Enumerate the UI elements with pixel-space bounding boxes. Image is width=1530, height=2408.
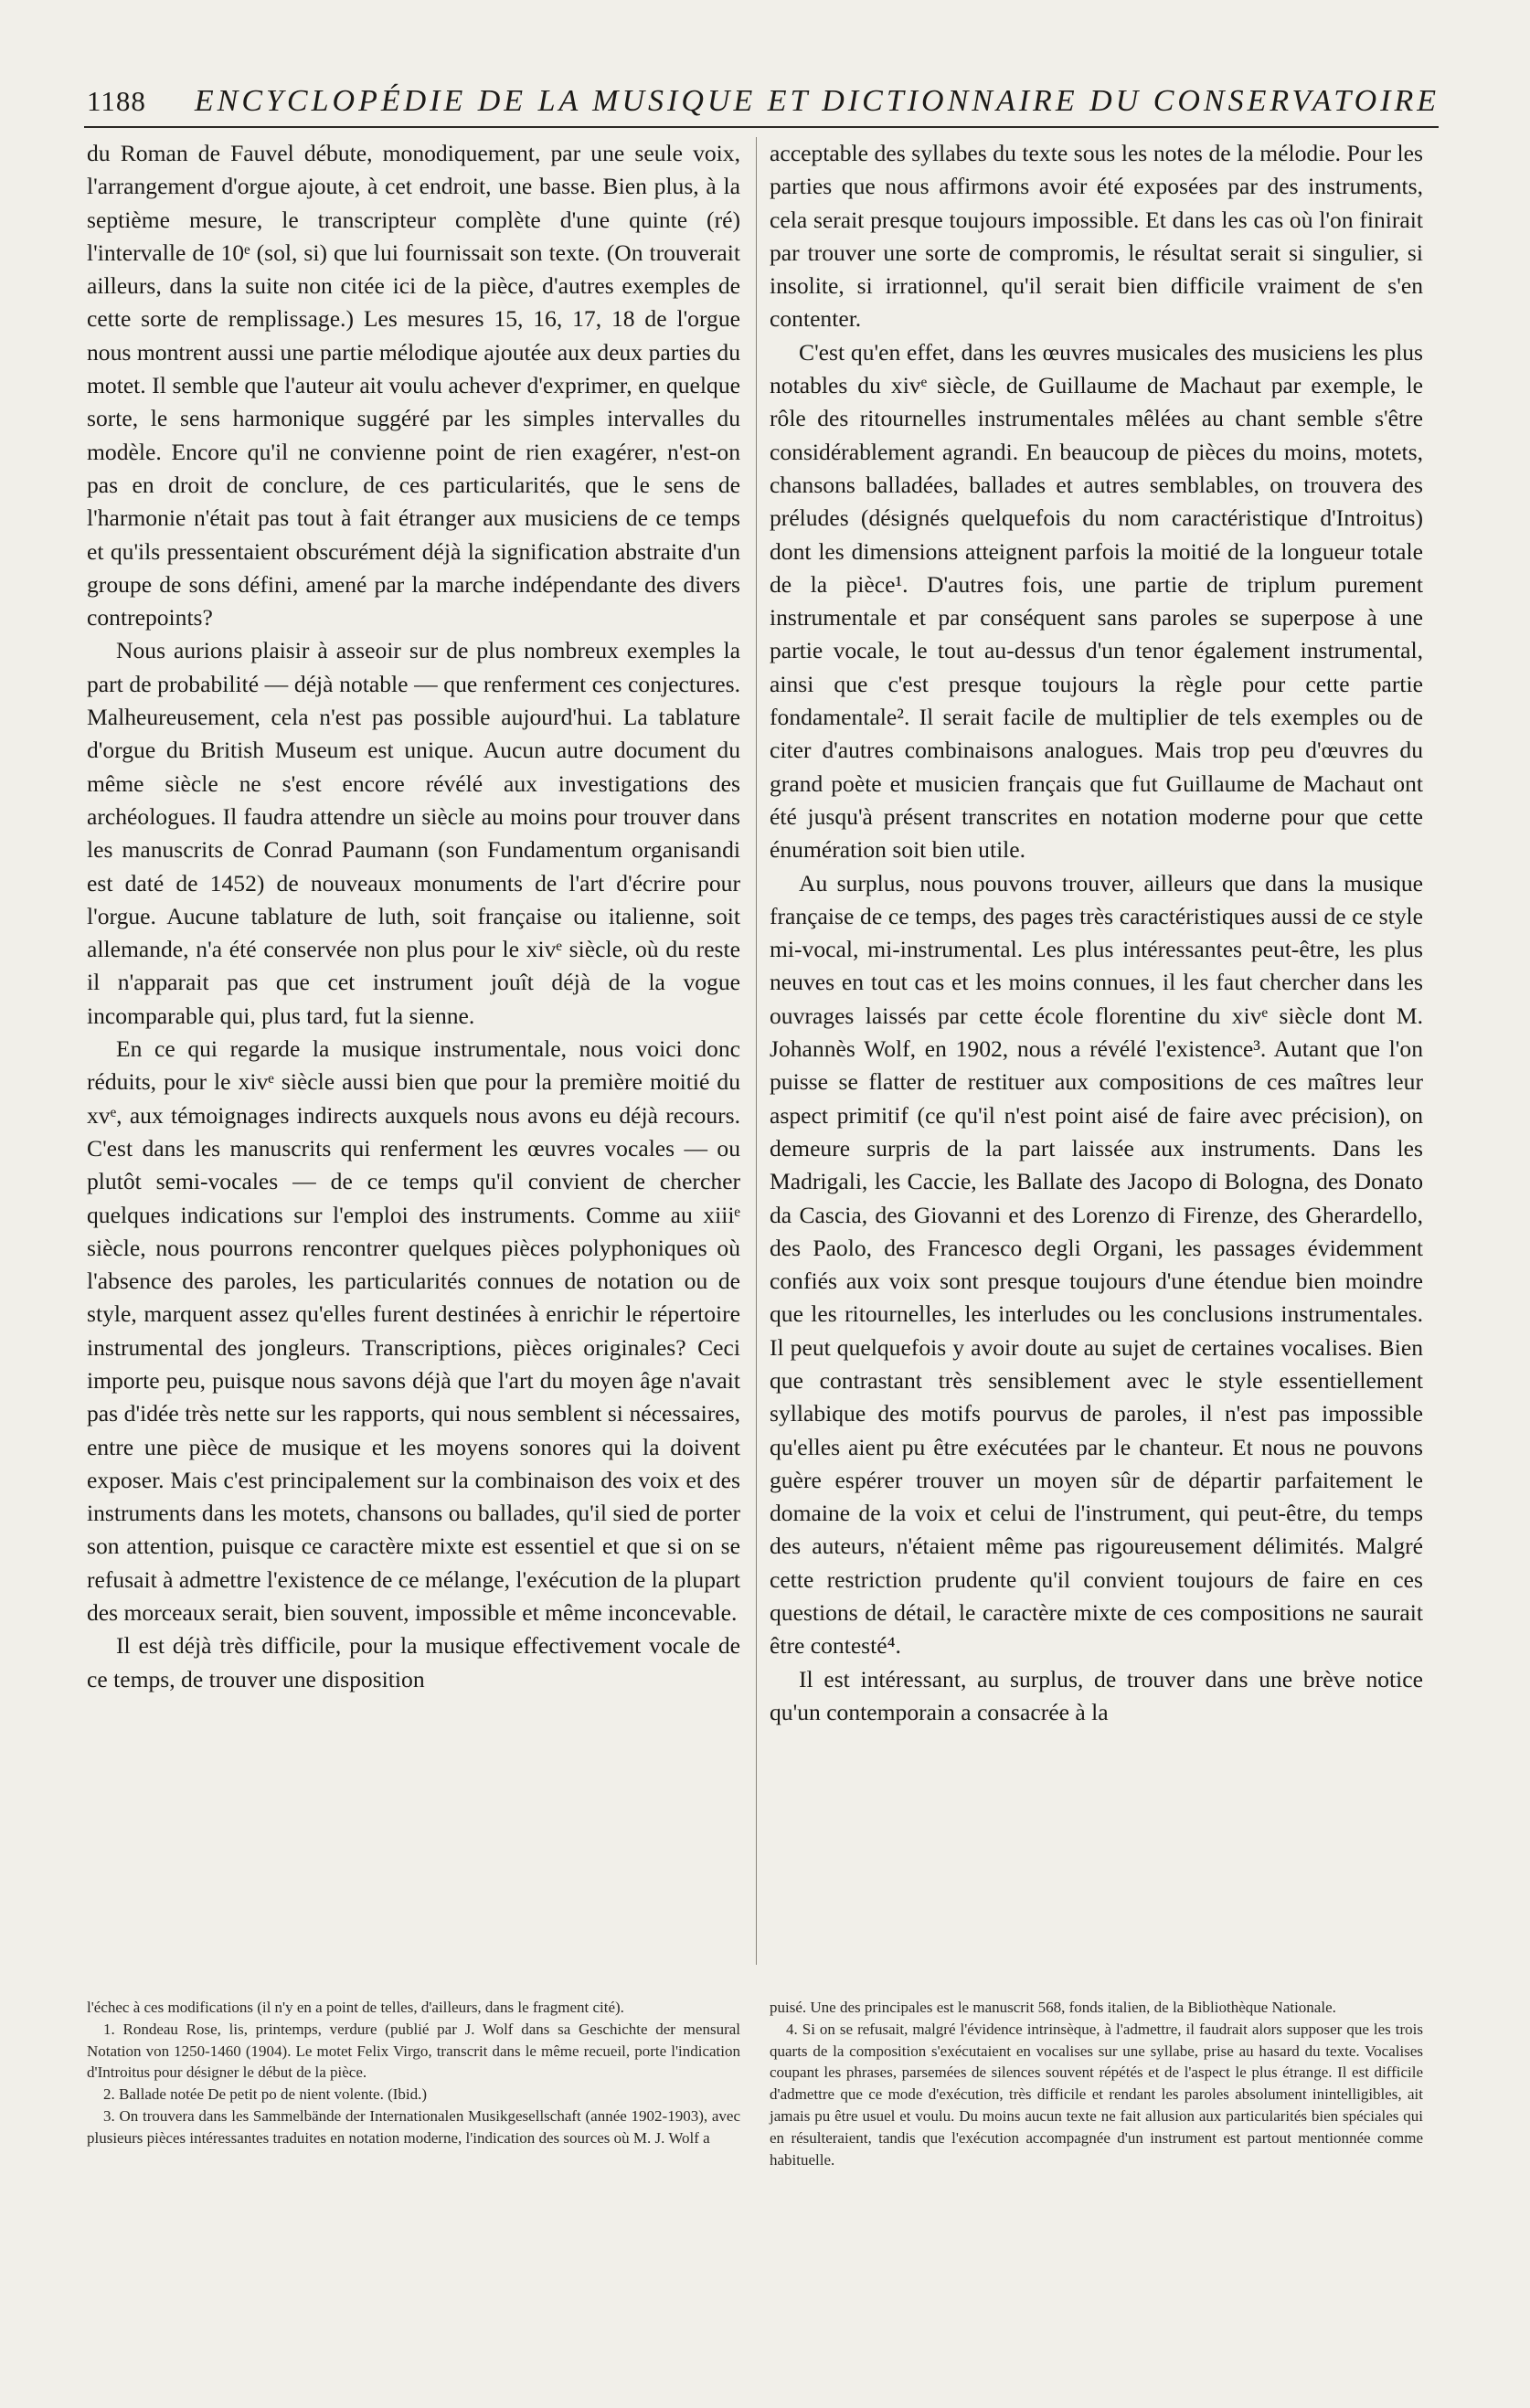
footnote: 1. Rondeau Rose, lis, printemps, verdure (publié par J. Wolf dans sa Geschichte der mensural Notation von 1250-1460 (1904). Le motet Felix Virgo, transcrit dans le même recueil, porte l'indication d'Introitus pour désigner le début de la pièce.: [87, 2020, 740, 2082]
paragraph: du Roman de Fauvel débute, monodiquement, par une seule voix, l'arrangement d'orgue ajoute, à cet endroit, une basse. Bien plus, à la septième mesure, le transcripteur complète d'une quinte (ré) l'intervalle de 10ᵉ (sol, si) que lui fournissait son texte. (On trouverait ailleurs, dans la suite non citée ici de la pièce, d'autres exemples de cette sorte de remplissage.) Les mesures 15, 16, 17, 18 de l'orgue nous montrent aussi une partie mélodique ajoutée aux deux parties du motet. Il semble que l'auteur ait voulu achever d'exprimer, en quelque sorte, le sens harmonique suggéré par les simples intervalles du modèle. Encore qu'il ne convienne point de rien exagérer, n'est-on pas en droit de conclure, de ces particularités, que le sens de l'harmonie n'était pas tout à fait étranger aux musiciens de ce temps et qu'ils pressentaient obscurément déjà la signification abstraite d'un groupe de sons défini, amené par la marche indépendante des divers contrepoints?: [87, 140, 740, 631]
paragraph: En ce qui regarde la musique instrumentale, nous voici donc réduits, pour le xivᵉ siècle aussi bien que pour la première moitié du xvᵉ, aux témoignages indirects auxquels nous avons eu déjà recours. C'est dans les manuscrits qui renferment les œuvres vocales — ou plutôt semi-vocales — de ce temps qu'il convient de chercher quelques indications sur l'emploi des instruments. Comme au xiiiᵉ siècle, nous pourrons rencontrer quelques pièces polyphoniques où l'absence des paroles, les particularités connues de notation ou de style, marquent assez qu'elles furent destinées à enrichir le répertoire instrumental des jongleurs. Transcriptions, pièces originales? Ceci importe peu, puisque nous savons déjà que l'art du moyen âge n'avait pas d'idée très nette sur les rapports, qui nous semblent si nécessaires, entre une pièce de musique et les moyens sonores qui la doivent exposer. Mais c'est principalement sur la combinaison des voix et des instruments dans les motets, chansons ou ballades, qu'il sied de porter son attention, puisque ce caractère mixte est essentiel et que si on se refusait à admettre l'existence de ce mélange, l'exécution de la plupart des morceaux serait, bien souvent, impossible et même inconcevable.: [87, 1035, 740, 1627]
footnote: puisé. Une des principales est le manuscrit 568, fonds italien, de la Bibliothèque Nationale.: [770, 1999, 1336, 2016]
header-rule: [84, 126, 1439, 128]
page-number: 1188: [87, 85, 146, 117]
paragraph: Il est déjà très difficile, pour la musique effectivement vocale de ce temps, de trouver une disposition: [87, 1632, 740, 1692]
running-header: [87, 84, 1440, 126]
footnotes-right: [770, 1997, 1423, 2170]
footnote: l'échec à ces modifications (il n'y en a point de telles, d'ailleurs, dans le fragment cité).: [87, 1999, 624, 2016]
footnote: 2. Ballade notée De petit po de nient volente. (Ibid.): [103, 2085, 428, 2104]
paragraph: C'est qu'en effet, dans les œuvres musicales des musiciens les plus notables du xivᵉ siècle, de Guillaume de Machaut par exemple, le rôle des ritournelles instrumentales mêlées au chant semble s'être considérablement agrandi. En beaucoup de pièces du moins, motets, chansons balladées, ballades et autres semblables, on trouvera des préludes (désignés quelquefois du nom caractéristique d'Introitus) dont les dimensions atteignent parfois la moitié de la longueur totale de la pièce¹. D'autres fois, une partie de triplum purement instrumentale et par conséquent sans paroles se superpose à une partie vocale, le tout au-dessus d'un tenor également instrumental, ainsi que c'est presque toujours la règle pour cette partie fondamentale². Il serait facile de multiplier de tels exemples ou de citer d'autres combinaisons analogues. Mais trop peu d'œuvres du grand poète et musicien français que fut Guillaume de Machaut ont été jusqu'à présent transcrites en notation moderne pour que cette énumération soit bien utile.: [770, 338, 1423, 864]
footnote: 4. Si on se refusait, malgré l'évidence intrinsèque, à l'admettre, il faudrait alors supposer que les trois quarts de la composition s'exécutaient en vocalises sur une syllabe, prise au hasard du texte. Vocalises coupant les phrases, parsemées de silences souvent répétés et de l'aspect le plus étrange. Il est difficile d'admettre que ce mode d'exécution, très difficile et rendant les paroles absolument inintelligibles, ait jamais pu être usuel et voulu. Du moins aucun texte ne fait allusion aux particularités bien spéciales qui en résulteraient, tandis que l'exécution accompagnée d'un instrument est partout mentionnée comme habituelle.: [770, 2020, 1423, 2169]
right-column: [770, 137, 1423, 1729]
paragraph: Nous aurions plaisir à asseoir sur de plus nombreux exemples la part de probabilité — déjà notable — que renferment ces conjectures. Malheureusement, cela n'est pas possible aujourd'hui. La tablature d'orgue du British Museum est unique. Aucun autre document du même siècle ne s'est encore révélé aux investigations des archéologues. Il faudra attendre un siècle au moins pour trouver dans les manuscrits de Conrad Paumann (son Fundamentum organisandi est daté de 1452) de nouveaux monuments de l'art d'écrire pour l'orgue. Aucune tablature de luth, soit française ou italienne, soit allemande, n'a été conservée non plus pour le xivᵉ siècle, où du reste il n'apparait pas que cet instrument jouît déjà de la vogue incomparable qui, plus tard, fut la sienne.: [87, 637, 740, 1029]
paragraph: Il est intéressant, au surplus, de trouver dans une brève notice qu'un contemporain a consacrée à la: [770, 1665, 1423, 1725]
footnote: 3. On trouvera dans les Sammelbände der Internationalen Musikgesellschaft (année 1902-1903), avec plusieurs pièces intéressantes traduites en notation moderne, l'indication des sources où M. J. Wolf a: [87, 2106, 740, 2147]
footnotes-left: [87, 1997, 740, 2149]
paragraph: Au surplus, nous pouvons trouver, ailleurs que dans la musique française de ce temps, des pages très caractéristiques aussi de ce style mi-vocal, mi-instrumental. Les plus intéressantes peut-être, les plus neuves en tout cas et les moins connues, il les faut chercher dans les ouvrages laissés par cette école florentine du xivᵉ siècle dont M. Johannès Wolf, en 1902, nous a révélé l'existence³. Autant que l'on puisse se flatter de restituer aux compositions de ces maîtres leur aspect primitif (ce qu'il n'est point aisé de faire avec précision), on demeure surpris de la part laissée aux instruments. Dans les Madrigali, les Caccie, les Ballate des Jacopo di Bologna, des Donato da Cascia, des Giovanni et des Lorenzo di Firenze, des Gherardello, des Paolo, des Francesco degli Organi, les passages évidemment confiés aux voix sont presque toujours d'une étendue bien moindre que les ritournelles, les interludes ou les conclusions instrumentales. Il peut quelquefois y avoir doute au sujet de certaines vocalises. Bien que contrastant très sensiblement avec le style essentiellement syllabique des motifs pourvus de paroles, il n'est pas impossible qu'elles aient pu être exécutées par le chanteur. Et nous ne pouvons guère espérer trouver un moyen sûr de départir parfaitement le domaine de la voix et celui de l'instrument, qui peut-être, du temps des auteurs, n'étaient même pas rigoureusement délimités. Malgré cette restriction prudente qu'il convient toujours de faire en ces questions de détail, le caractère mixte de ces compositions ne saurait être contesté⁴.: [770, 869, 1423, 1660]
left-column: [87, 137, 740, 1696]
column-divider: [756, 137, 757, 1965]
running-title: ENCYCLOPÉDIE DE LA MUSIQUE ET DICTIONNAIRE DU CONSERVATOIRE: [194, 84, 1440, 118]
paragraph: acceptable des syllabes du texte sous les notes de la mélodie. Pour les parties que nous affirmons avoir été exposées par des instruments, cela serait presque toujours impossible. Et dans les cas où l'on finirait par trouver une sorte de compromis, le résultat serait si singulier, si insolite, si irrationnel, qu'il serait bien difficile vraiment de s'en contenter.: [770, 140, 1423, 333]
